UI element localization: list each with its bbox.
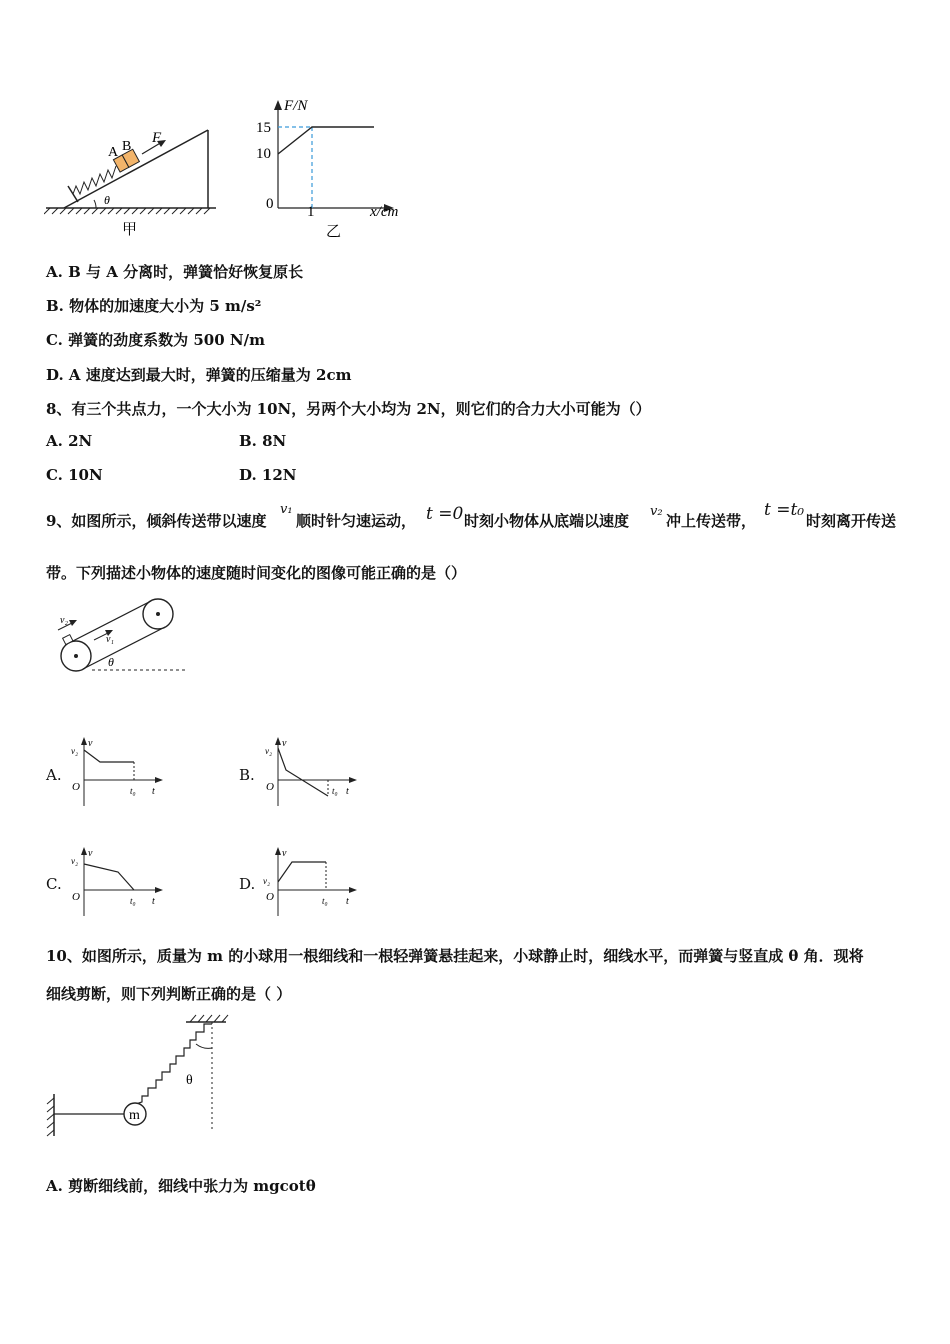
axis-t: t [346,896,349,907]
q10-stem-line2: 细线剪断，则下列判断正确的是（ ） [46,985,292,1003]
y-axis-label: F/N [284,98,308,114]
figure-jia [44,120,224,238]
q9-option-b: B. [239,766,255,784]
axis-v: v [88,738,93,749]
q7-option-b: B. 物体的加速度大小为 5 m/s² [46,297,262,315]
axis-v2: v₂ [263,876,271,886]
axis-origin: O [266,781,274,793]
q9-option-a: A. [46,766,62,784]
q9-graph-d [260,844,370,920]
x-axis-label: x/cm [370,204,399,220]
conveyor-v2-label: v₂ [60,615,68,626]
axis-v2: v₂ [71,856,79,866]
q9-stem-part3: 时刻小物体从底端以速度 [464,512,630,530]
q10-option-a: A. 剪断细线前，细线中张力为 mgcotθ [46,1177,316,1195]
q7-option-c: C. 弹簧的劲度系数为 500 N/m [46,331,265,349]
q9-graph-b [260,734,370,810]
q9-t-equals-t0: t =t₀ [764,500,805,520]
label-f: F [152,130,162,146]
caption-yi: 乙 [326,224,342,240]
axis-t: t [346,786,349,797]
axis-v: v [282,848,287,859]
q9-option-c: C. [46,875,62,893]
q9-option-d: D. [239,875,256,893]
axis-t: t [152,896,155,907]
label-a: A [108,145,119,160]
axis-v2: v₂ [71,746,79,756]
q8-option-d: D. 12N [239,466,297,484]
q9-stem-part2: 顺时针匀速运动， [296,512,417,530]
angle-theta: θ [186,1073,193,1088]
figure-yi [250,96,420,240]
q8-stem: 8、有三个共点力，一个大小为 10N，另两个大小均为 2N，则它们的合力大小可能为（） [46,400,651,418]
ball-label-m: m [129,1108,140,1123]
axis-v: v [282,738,287,749]
axis-t0: t₀ [332,786,338,796]
q9-stem-part5: 时刻离开传送 [806,512,897,530]
q9-graph-a [66,734,176,810]
tick-1: 1 [307,204,315,220]
conveyor-v1-label: v₁ [106,634,114,645]
q8-option-a: A. 2N [46,432,93,450]
axis-t: t [152,786,155,797]
axis-t0: t₀ [130,786,136,796]
q9-graph-c [66,844,176,920]
label-theta: θ [104,193,110,207]
q9-stem-part1: 9、如图所示，倾斜传送带以速度 [46,512,267,530]
q10-figure [44,1012,234,1142]
q9-t-equals-0: t =0 [426,504,464,524]
q8-option-b: B. 8N [239,432,287,450]
label-b: B [122,139,132,154]
axis-origin: O [72,781,80,793]
q8-option-c: C. 10N [46,466,103,484]
axis-t0: t₀ [130,896,136,906]
q9-conveyor-figure [52,596,192,676]
q9-stem-part4: 冲上传送带， [666,512,757,530]
axis-v2: v₂ [265,746,273,756]
tick-0: 0 [266,196,274,212]
axis-v: v [88,848,93,859]
axis-t0: t₀ [322,896,328,906]
caption-jia: 甲 [122,222,138,238]
axis-origin: O [266,891,274,903]
q9-v2: v₂ [650,504,663,519]
q10-stem-line1: 10、如图所示，质量为 m 的小球用一根细线和一根轻弹簧悬挂起来，小球静止时，细线水平，而弹簧与竖直成 θ 角．现将 [46,947,864,965]
tick-15: 15 [256,120,271,136]
tick-10: 10 [256,146,271,162]
axis-origin: O [72,891,80,903]
q9-stem-line2: 带。下列描述小物体的速度随时间变化的图像可能正确的是（） [46,564,467,582]
conveyor-theta-label: θ [108,655,114,669]
q7-option-a: A. B 与 A 分离时，弹簧恰好恢复原长 [46,263,304,281]
q7-option-d: D. A 速度达到最大时，弹簧的压缩量为 2cm [46,366,352,384]
q9-v1: v₁ [280,502,293,517]
